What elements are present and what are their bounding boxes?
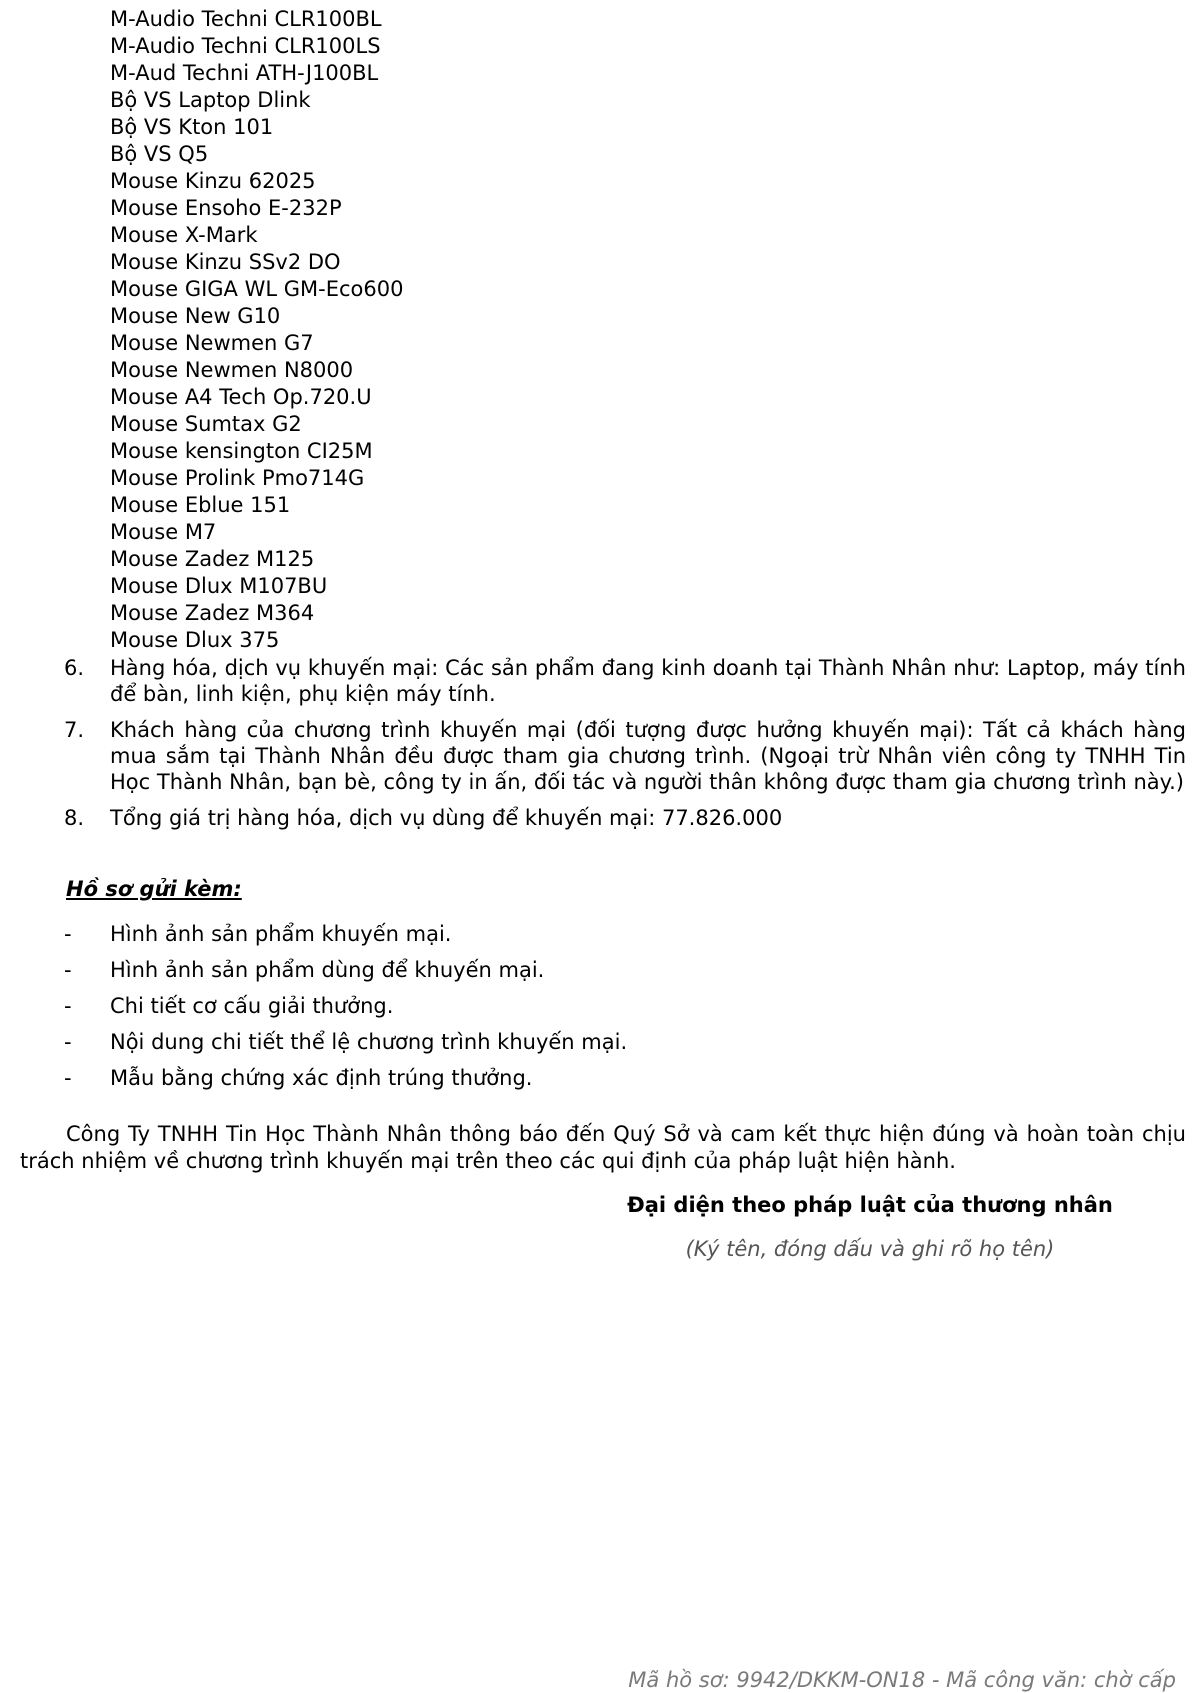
bullet-dash: - bbox=[64, 994, 72, 1018]
attachment-item bbox=[64, 956, 627, 992]
document-footer: Mã hồ sơ: 9942/DKKM-ON18 - Mã công văn: chờ cấp bbox=[628, 1668, 1176, 1692]
product-list bbox=[110, 6, 403, 654]
product-item: Mouse Eblue 151 bbox=[110, 493, 291, 517]
attachment-item bbox=[64, 1064, 627, 1100]
attachment-text: Hình ảnh sản phẩm khuyến mại. bbox=[110, 922, 452, 946]
product-item: Bộ VS Laptop Dlink bbox=[110, 88, 311, 112]
item-number: 6. bbox=[64, 656, 85, 680]
list-item-6 bbox=[64, 655, 1186, 707]
product-item: Mouse kensington CI25M bbox=[110, 439, 373, 463]
signature-note: (Ký tên, đóng dấu và ghi rõ họ tên) bbox=[685, 1237, 1055, 1261]
commitment-paragraph: Công Ty TNHH Tin Học Thành Nhân thông báo đến Quý Sở và cam kết thực hiện đúng và hoàn toàn chịu trách nhiệm về chương trình khuyến mại trên theo các qui định của pháp luật hiện hành. bbox=[20, 1122, 1186, 1173]
list-item-7 bbox=[64, 717, 1186, 795]
product-item: Mouse X-Mark bbox=[110, 223, 258, 247]
item-text: Khách hàng của chương trình khuyến mại (đối tượng được hưởng khuyến mại): Tất cả khách hàng mua sắm tại Thành Nhân đều được tham gia chương trình. (Ngoại trừ Nhân viên công ty TNHH Tin Học Thành Nhân, bạn bè, công ty in ấn, đối tác và người thân không được tham gia chương trình này.) bbox=[110, 718, 1186, 794]
attachment-item bbox=[64, 920, 627, 956]
attachment-text: Mẫu bằng chứng xác định trúng thưởng. bbox=[110, 1066, 533, 1090]
product-item: Mouse Dlux 375 bbox=[110, 628, 280, 652]
attachment-text: Chi tiết cơ cấu giải thưởng. bbox=[110, 994, 394, 1018]
list-item-8 bbox=[64, 805, 1186, 831]
product-item: Mouse Zadez M364 bbox=[110, 601, 315, 625]
bullet-dash: - bbox=[64, 1066, 72, 1090]
item-number: 8. bbox=[64, 806, 85, 830]
attachment-item bbox=[64, 992, 627, 1028]
attachments-list bbox=[64, 920, 627, 1100]
product-item: Mouse Kinzu SSv2 DO bbox=[110, 250, 341, 274]
product-item: Mouse Newmen G7 bbox=[110, 331, 314, 355]
bullet-dash: - bbox=[64, 958, 72, 982]
attachment-item bbox=[64, 1028, 627, 1064]
product-item: Mouse Zadez M125 bbox=[110, 547, 315, 571]
product-item: Mouse New G10 bbox=[110, 304, 281, 328]
item-text: Tổng giá trị hàng hóa, dịch vụ dùng để khuyến mại: 77.826.000 bbox=[110, 806, 783, 830]
attachments-heading: Hồ sơ gửi kèm: bbox=[66, 877, 242, 901]
signature-title: Đại diện theo pháp luật của thương nhân bbox=[627, 1193, 1113, 1217]
product-item: Mouse Sumtax G2 bbox=[110, 412, 302, 436]
bullet-dash: - bbox=[64, 922, 72, 946]
product-item: M-Aud Techni ATH-J100BL bbox=[110, 61, 379, 85]
product-item: Mouse A4 Tech Op.720.U bbox=[110, 385, 372, 409]
product-item: Mouse Prolink Pmo714G bbox=[110, 466, 365, 490]
bullet-dash: - bbox=[64, 1030, 72, 1054]
product-item: M-Audio Techni CLR100BL bbox=[110, 7, 382, 31]
product-item: Mouse Ensoho E-232P bbox=[110, 196, 342, 220]
product-item: Mouse Newmen N8000 bbox=[110, 358, 354, 382]
product-item: Mouse M7 bbox=[110, 520, 217, 544]
numbered-list bbox=[64, 655, 1186, 841]
attachment-text: Nội dung chi tiết thể lệ chương trình khuyến mại. bbox=[110, 1030, 628, 1054]
product-item: Bộ VS Q5 bbox=[110, 142, 209, 166]
product-item: Bộ VS Kton 101 bbox=[110, 115, 274, 139]
attachment-text: Hình ảnh sản phẩm dùng để khuyến mại. bbox=[110, 958, 545, 982]
product-item: M-Audio Techni CLR100LS bbox=[110, 34, 381, 58]
item-text: Hàng hóa, dịch vụ khuyến mại: Các sản phẩm đang kinh doanh tại Thành Nhân như: Laptop, máy tính để bàn, linh kiện, phụ kiện máy tính. bbox=[110, 656, 1186, 706]
signature-block bbox=[600, 1190, 1140, 1264]
item-number: 7. bbox=[64, 718, 85, 742]
product-item: Mouse Dlux M107BU bbox=[110, 574, 328, 598]
product-item: Mouse Kinzu 62025 bbox=[110, 169, 316, 193]
product-item: Mouse GIGA WL GM-Eco600 bbox=[110, 277, 404, 301]
